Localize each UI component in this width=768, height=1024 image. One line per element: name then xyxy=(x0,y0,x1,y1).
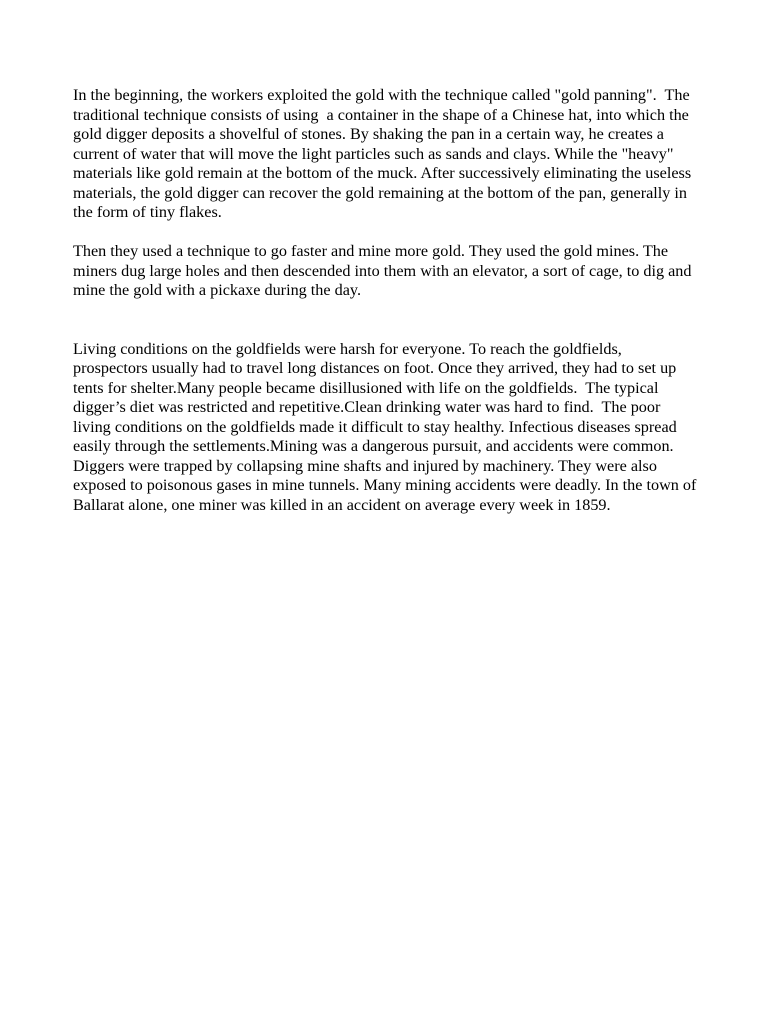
paragraph-gold-panning: In the beginning, the workers exploited the gold with the technique called "gold panning". The traditional technique consists of using a container in the shape of a Chinese hat, into which the gold digger deposits a shovelful of stones. By shaking the pan in a certain way, he creates a current of water that will move the light particles such as sands and clays. While the "heavy" materials like gold remain at the bottom of the muck. After successively eliminating the useless materials, the gold digger can recover the gold remaining at the bottom of the pan, generally in the form of tiny flakes. xyxy=(73,86,696,221)
paragraph-spacer xyxy=(73,301,699,340)
document-body xyxy=(73,86,699,515)
paragraph-gold-mines: Then they used a technique to go faster and mine more gold. They used the gold mines. The miners dug large holes and then descended into them with an elevator, a sort of cage, to dig and mine the gold with a pickaxe during the day. xyxy=(73,242,696,299)
paragraph-living-conditions: Living conditions on the goldfields were harsh for everyone. To reach the goldfields, prospectors usually had to travel long distances on foot. Once they arrived, they had to set up tents for shelter.Many people became disillusioned with life on the goldfields. The typical digger’s diet was restricted and repetitive.Clean drinking water was hard to find. The poor living conditions on the goldfields made it difficult to stay healthy. Infectious diseases spread easily through the settlements.Mining was a dangerous pursuit, and accidents were common. Diggers were trapped by collapsing mine shafts and injured by machinery. They were also exposed to poisonous gases in mine tunnels. Many mining accidents were deadly. In the town of Ballarat alone, one miner was killed in an accident on average every week in 1859. xyxy=(73,339,701,514)
paragraph-spacer xyxy=(73,223,699,243)
